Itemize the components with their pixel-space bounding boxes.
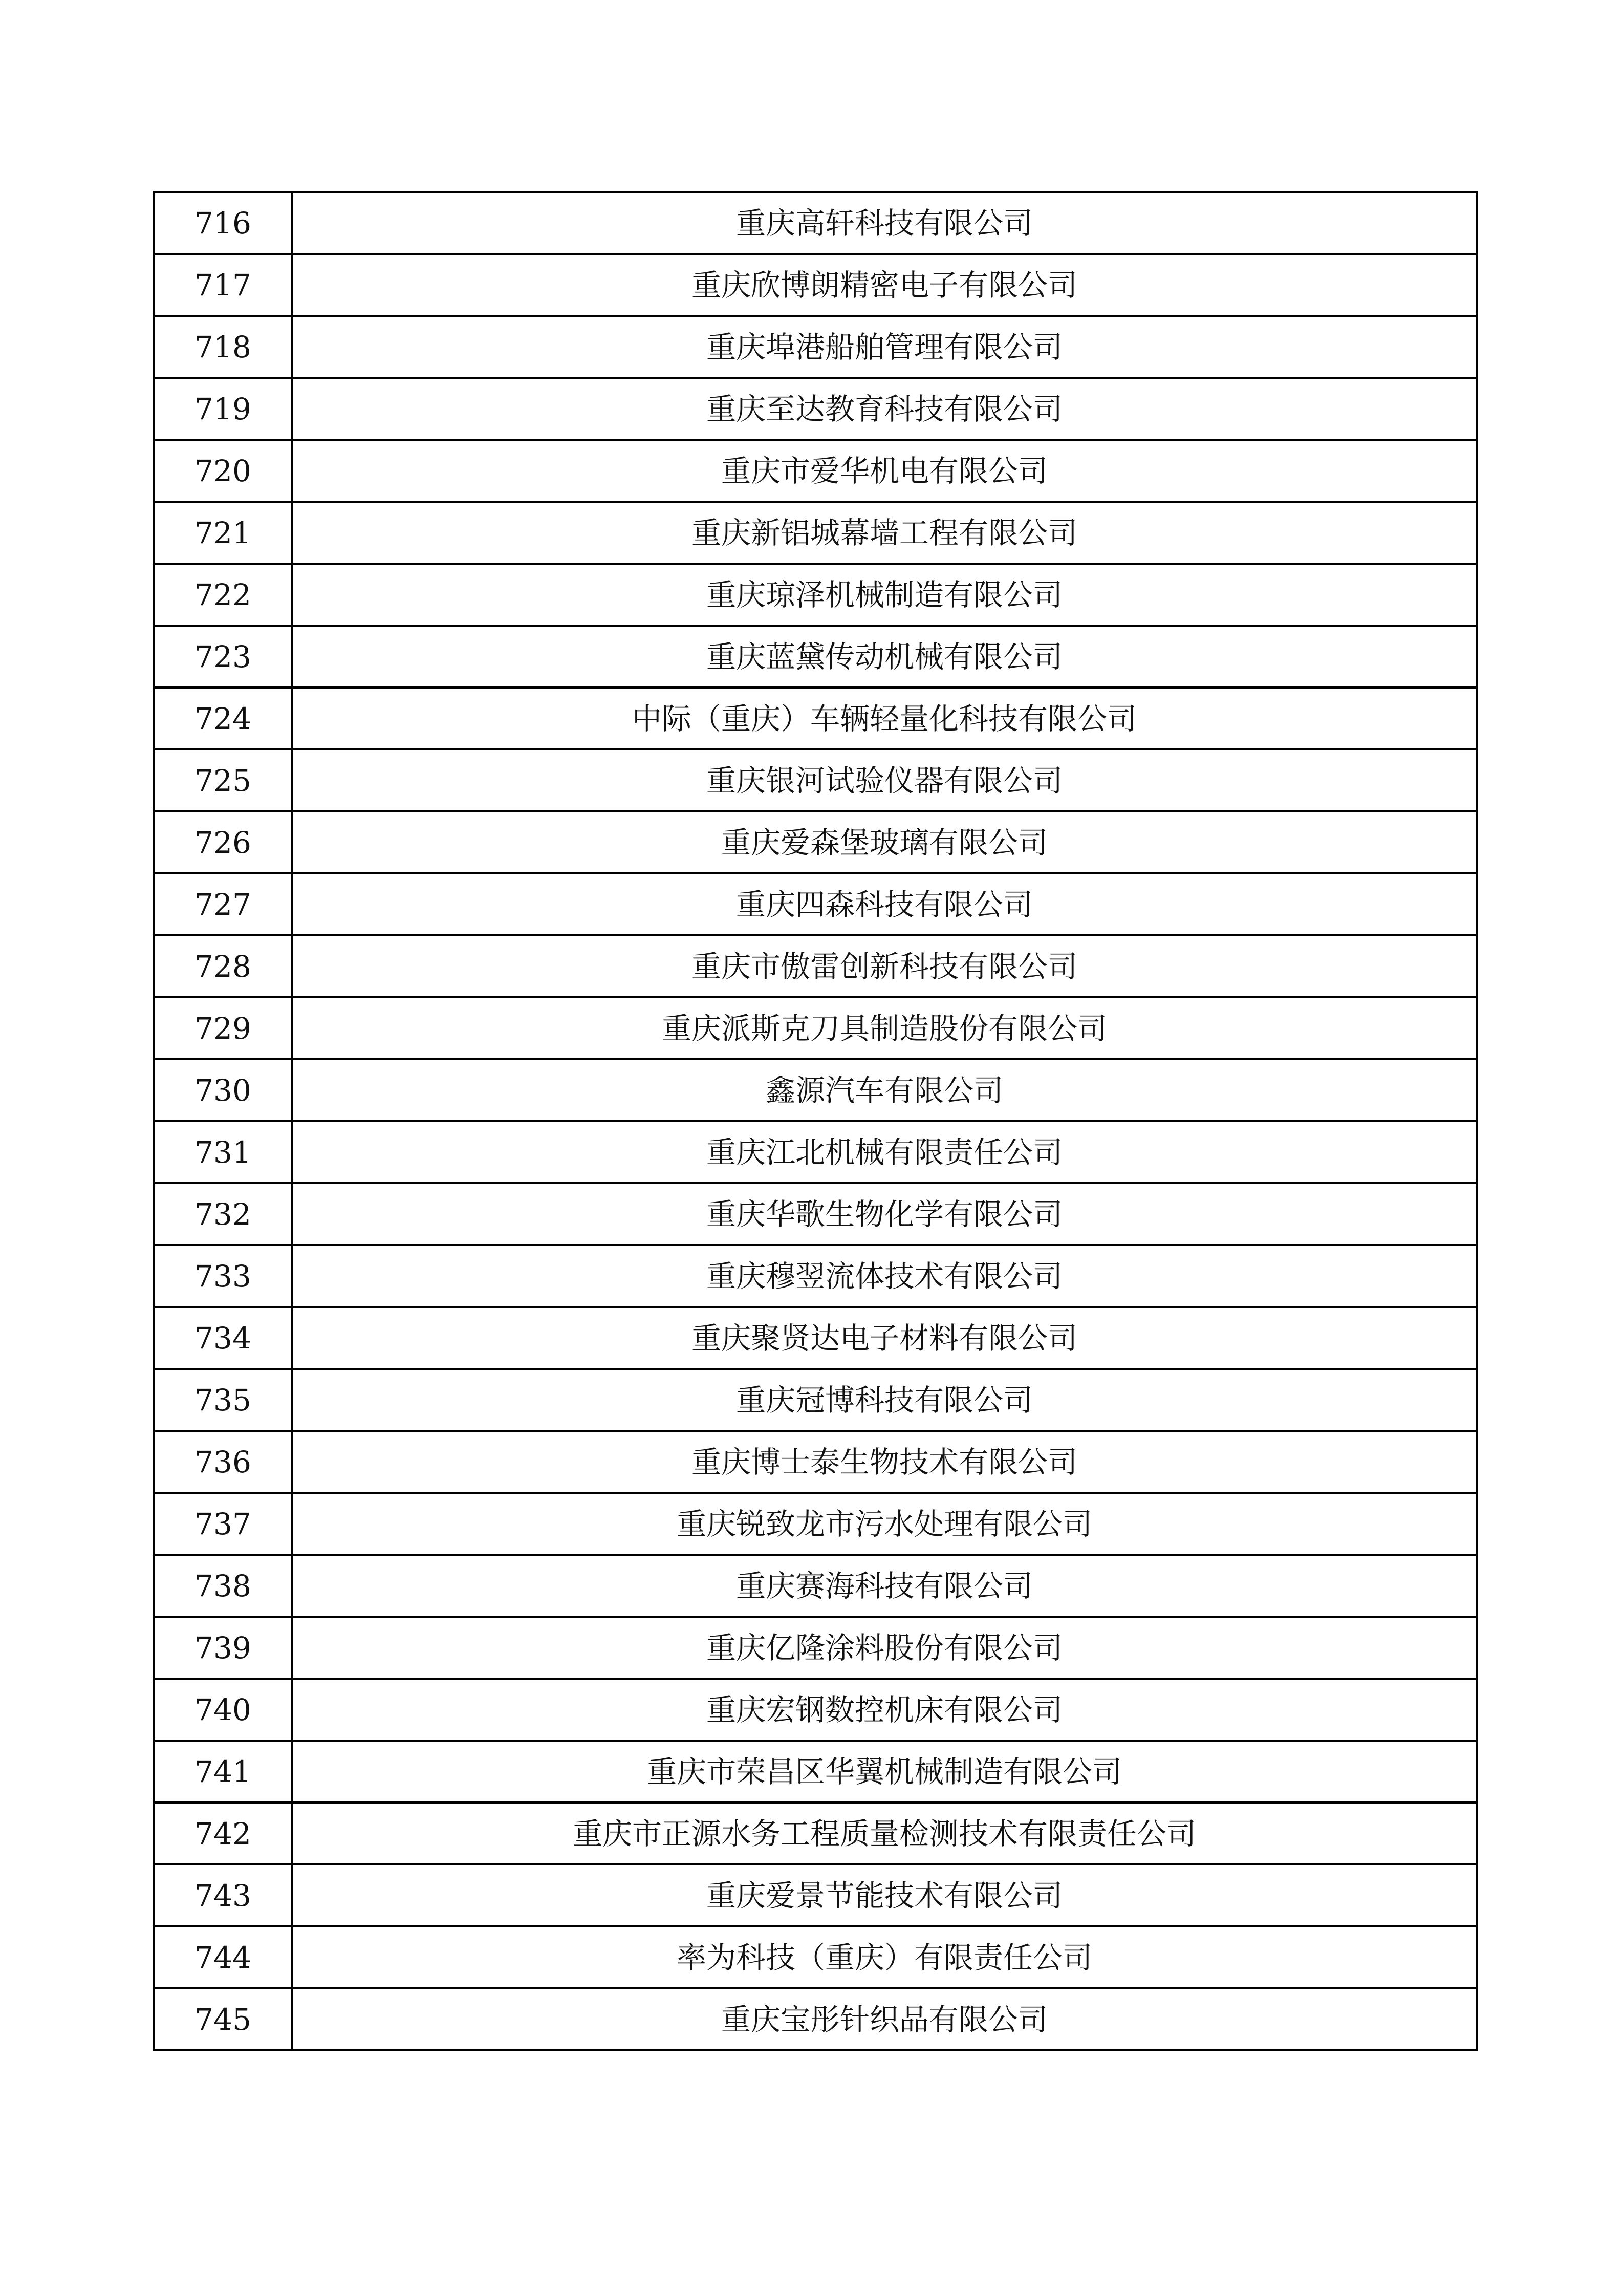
company-name-cell: 重庆赛海科技有限公司: [292, 1555, 1477, 1617]
table-body: [154, 192, 1477, 2050]
table-row: [154, 378, 1477, 440]
row-number-cell: 720: [154, 440, 292, 502]
table-row: [154, 749, 1477, 811]
table-row: [154, 873, 1477, 935]
table-row: [154, 1864, 1477, 1926]
row-number-cell: 729: [154, 997, 292, 1059]
company-name-cell: 重庆冠博科技有限公司: [292, 1369, 1477, 1431]
row-number-cell: 724: [154, 688, 292, 749]
company-name-cell: 重庆银河试验仪器有限公司: [292, 749, 1477, 811]
table-row: [154, 1183, 1477, 1245]
table-row: [154, 626, 1477, 688]
row-number-cell: 743: [154, 1864, 292, 1926]
company-name-cell: 重庆宝彤针织品有限公司: [292, 1988, 1477, 2050]
company-name-cell: 重庆新铝城幕墙工程有限公司: [292, 502, 1477, 564]
row-number-cell: 739: [154, 1617, 292, 1679]
table-row: [154, 1617, 1477, 1679]
table-row: [154, 1121, 1477, 1183]
row-number-cell: 738: [154, 1555, 292, 1617]
company-name-cell: 重庆市荣昌区华翼机械制造有限公司: [292, 1741, 1477, 1803]
table-row: [154, 1741, 1477, 1803]
table-row: [154, 1369, 1477, 1431]
table-row: [154, 1988, 1477, 2050]
company-name-cell: 重庆华歌生物化学有限公司: [292, 1183, 1477, 1245]
company-name-cell: 重庆亿隆涂料股份有限公司: [292, 1617, 1477, 1679]
row-number-cell: 718: [154, 316, 292, 378]
table-row: [154, 1431, 1477, 1493]
company-name-cell: 重庆江北机械有限责任公司: [292, 1121, 1477, 1183]
table-row: [154, 254, 1477, 316]
company-name-cell: 重庆博士泰生物技术有限公司: [292, 1431, 1477, 1493]
table-row: [154, 1245, 1477, 1307]
row-number-cell: 716: [154, 192, 292, 254]
company-name-cell: 重庆穆翌流体技术有限公司: [292, 1245, 1477, 1307]
table-row: [154, 1493, 1477, 1555]
company-name-cell: 重庆聚贤达电子材料有限公司: [292, 1307, 1477, 1369]
row-number-cell: 728: [154, 935, 292, 997]
company-name-cell: 重庆四森科技有限公司: [292, 873, 1477, 935]
company-name-cell: 重庆爱森堡玻璃有限公司: [292, 811, 1477, 873]
row-number-cell: 721: [154, 502, 292, 564]
row-number-cell: 726: [154, 811, 292, 873]
row-number-cell: 731: [154, 1121, 292, 1183]
table-row: [154, 1059, 1477, 1121]
row-number-cell: 725: [154, 749, 292, 811]
table-row: [154, 997, 1477, 1059]
table-row: [154, 1307, 1477, 1369]
row-number-cell: 742: [154, 1803, 292, 1864]
table-row: [154, 502, 1477, 564]
table-row: [154, 192, 1477, 254]
company-name-cell: 重庆爱景节能技术有限公司: [292, 1864, 1477, 1926]
row-number-cell: 719: [154, 378, 292, 440]
row-number-cell: 717: [154, 254, 292, 316]
row-number-cell: 733: [154, 1245, 292, 1307]
table-row: [154, 1926, 1477, 1988]
row-number-cell: 722: [154, 564, 292, 626]
table-row: [154, 1555, 1477, 1617]
table-row: [154, 1803, 1477, 1864]
company-list-table: [153, 191, 1478, 2051]
company-name-cell: 重庆高轩科技有限公司: [292, 192, 1477, 254]
row-number-cell: 723: [154, 626, 292, 688]
row-number-cell: 741: [154, 1741, 292, 1803]
row-number-cell: 727: [154, 873, 292, 935]
company-name-cell: 重庆埠港船舶管理有限公司: [292, 316, 1477, 378]
row-number-cell: 736: [154, 1431, 292, 1493]
table-row: [154, 1679, 1477, 1741]
company-name-cell: 重庆宏钢数控机床有限公司: [292, 1679, 1477, 1741]
row-number-cell: 744: [154, 1926, 292, 1988]
company-name-cell: 重庆市爱华机电有限公司: [292, 440, 1477, 502]
company-name-cell: 重庆市正源水务工程质量检测技术有限责任公司: [292, 1803, 1477, 1864]
row-number-cell: 734: [154, 1307, 292, 1369]
table-row: [154, 811, 1477, 873]
company-name-cell: 重庆锐致龙市污水处理有限公司: [292, 1493, 1477, 1555]
table-row: [154, 688, 1477, 749]
company-name-cell: 重庆市傲雷创新科技有限公司: [292, 935, 1477, 997]
table-row: [154, 935, 1477, 997]
company-name-cell: 重庆派斯克刀具制造股份有限公司: [292, 997, 1477, 1059]
table-row: [154, 440, 1477, 502]
row-number-cell: 735: [154, 1369, 292, 1431]
company-name-cell: 重庆蓝黛传动机械有限公司: [292, 626, 1477, 688]
row-number-cell: 740: [154, 1679, 292, 1741]
company-name-cell: 率为科技（重庆）有限责任公司: [292, 1926, 1477, 1988]
row-number-cell: 730: [154, 1059, 292, 1121]
company-name-cell: 中际（重庆）车辆轻量化科技有限公司: [292, 688, 1477, 749]
row-number-cell: 737: [154, 1493, 292, 1555]
table-row: [154, 564, 1477, 626]
company-name-cell: 重庆琼泽机械制造有限公司: [292, 564, 1477, 626]
company-name-cell: 重庆欣博朗精密电子有限公司: [292, 254, 1477, 316]
row-number-cell: 732: [154, 1183, 292, 1245]
row-number-cell: 745: [154, 1988, 292, 2050]
company-name-cell: 鑫源汽车有限公司: [292, 1059, 1477, 1121]
table-row: [154, 316, 1477, 378]
company-name-cell: 重庆至达教育科技有限公司: [292, 378, 1477, 440]
